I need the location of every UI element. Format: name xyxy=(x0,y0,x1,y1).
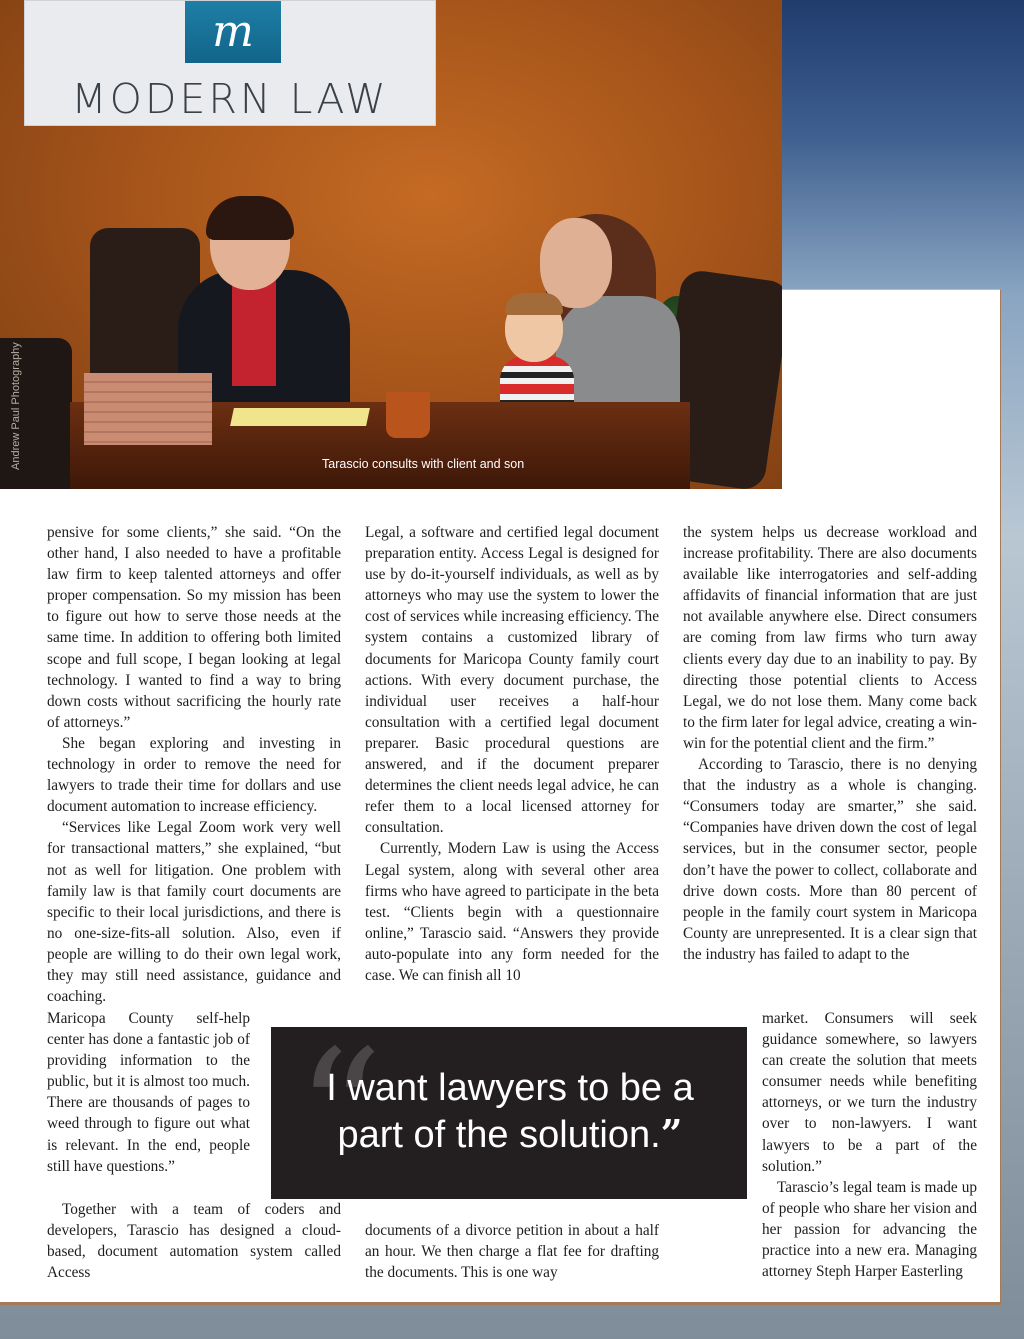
article-photo xyxy=(0,0,782,489)
photo-credit: Andrew Paul Photography xyxy=(10,342,22,470)
paragraph: According to Tarascio, there is no denying that the industry as a whole is changing. “Consumers today are smarter,” she said. “Companies have driven down the cost of legal services, but in the consumer sector, people don’t have the power to collect, collaborate and drive down costs. More than 80 percent of people in the family court system in Maricopa County are unrepresented. It is a clear sign that the industry has failed to adapt to the xyxy=(683,756,977,963)
sign-text: MODERN LAW xyxy=(71,75,389,123)
article-column-1-wrap xyxy=(47,1008,250,1177)
notepad xyxy=(230,408,370,426)
article-column-3-wrap xyxy=(762,1008,977,1282)
modern-law-sign xyxy=(24,0,436,126)
paragraph: Maricopa County self-help center has done a fantastic job of providing information to the public, but it is almost too much. There are thousands of pages to weed through to figure out what is relevant. In the end, people still have questions.” xyxy=(47,1010,250,1175)
open-quote-icon: “ xyxy=(296,1014,383,1212)
paragraph: “Services like Legal Zoom work very well for transactional matters,” she explained, “but not as well for litigation. One problem with family law is that family court documents are specific to their local jurisdictions, and there is no one-size-fits-all solution. Also, even if people are willing to do their own legal work, they may still need assistance, guidance and coaching. xyxy=(47,819,341,1006)
panel-top-extension xyxy=(782,289,1001,490)
article-column-1 xyxy=(47,522,341,1007)
paragraph-text: Together with a team of coders and developers, Tarascio has designed a cloud-based, document automation system called Access xyxy=(47,1201,341,1282)
attorney-shirt xyxy=(232,276,276,386)
paragraph: documents of a divorce petition in about a half an hour. We then charge a flat fee for drafting the documents. This is one way xyxy=(365,1222,659,1282)
paragraph: She began exploring and investing in technology in order to remove the need for lawyers to trade their time for dollars and use document automation to increase efficiency. xyxy=(47,734,341,816)
paragraph: market. Consumers will seek guidance somewhere, so lawyers can create the solution that meets consumer needs while benefiting attorneys, or we turn the industry over to non-lawyers. I want lawyers to be a part of the solution.” xyxy=(762,1010,977,1175)
coffee-mug xyxy=(386,392,430,438)
paragraph: Currently, Modern Law is using the Access Legal system, along with several other area firms who have agreed to participate in the beta test. “Clients begin with a questionnaire online,” Tarascio said. “Answers they provide auto-populate into any form needed for the case. We can finish all 10 xyxy=(365,840,659,984)
paragraph: Legal, a software and certified legal document preparation entity. Access Legal is designed for use by do-it-yourself individuals, as well as by attorneys who may use the system to lower the cost of services while increasing efficiency. The system contains a customized library of documents for Maricopa County family court actions. With every document purchase, the individual user receives a half-hour consultation with a certified legal document preparer. Basic procedural questions are answered, and if the document preparer determines the client needs legal advice, he can refer them to a local licensed attorney for consultation. xyxy=(365,524,659,837)
article-column-2 xyxy=(365,522,659,986)
article-column-3 xyxy=(683,522,977,965)
paragraph: the system helps us decrease workload and increase profitability. There are also documents available like interrogatories and self-adding affidavits of financial information that are just not available anywhere else. Direct consumers are coming from law firms who turn away clients every day due to an inability to pay. By directing those potential clients to Access Legal, we do not lose them. Many come back to the firm later for legal advice, creating a win-win for the potential client and the firm.” xyxy=(683,524,977,752)
child-hair xyxy=(505,293,563,315)
paragraph: pensive for some clients,” she said. “On the other hand, I also needed to have a profitable law firm to keep talented attorneys and offer proper compensation. So my mission has been to figure out how to serve those needs at the same time. In addition to offering both limited scope and full scope, I began looking at legal technology. I wanted to find a way to bring down costs without sacrificing the hourly rate of attorneys.” xyxy=(47,524,341,731)
article-column-2-end xyxy=(365,1220,659,1283)
modern-law-logo-icon: m xyxy=(185,1,281,63)
paragraph: Tarascio’s legal team is made up of people who share her vision and her passion for advancing the practice into a new era. Managing attorney Steph Harper Easterling xyxy=(762,1178,977,1281)
photo-caption: Tarascio consults with client and son xyxy=(322,457,525,471)
close-quote-icon: ” xyxy=(660,1111,683,1156)
pull-quote xyxy=(300,1066,720,1158)
document-binder xyxy=(84,373,212,445)
pull-quote-text: I want lawyers to be a part of the solution. xyxy=(326,1067,694,1156)
